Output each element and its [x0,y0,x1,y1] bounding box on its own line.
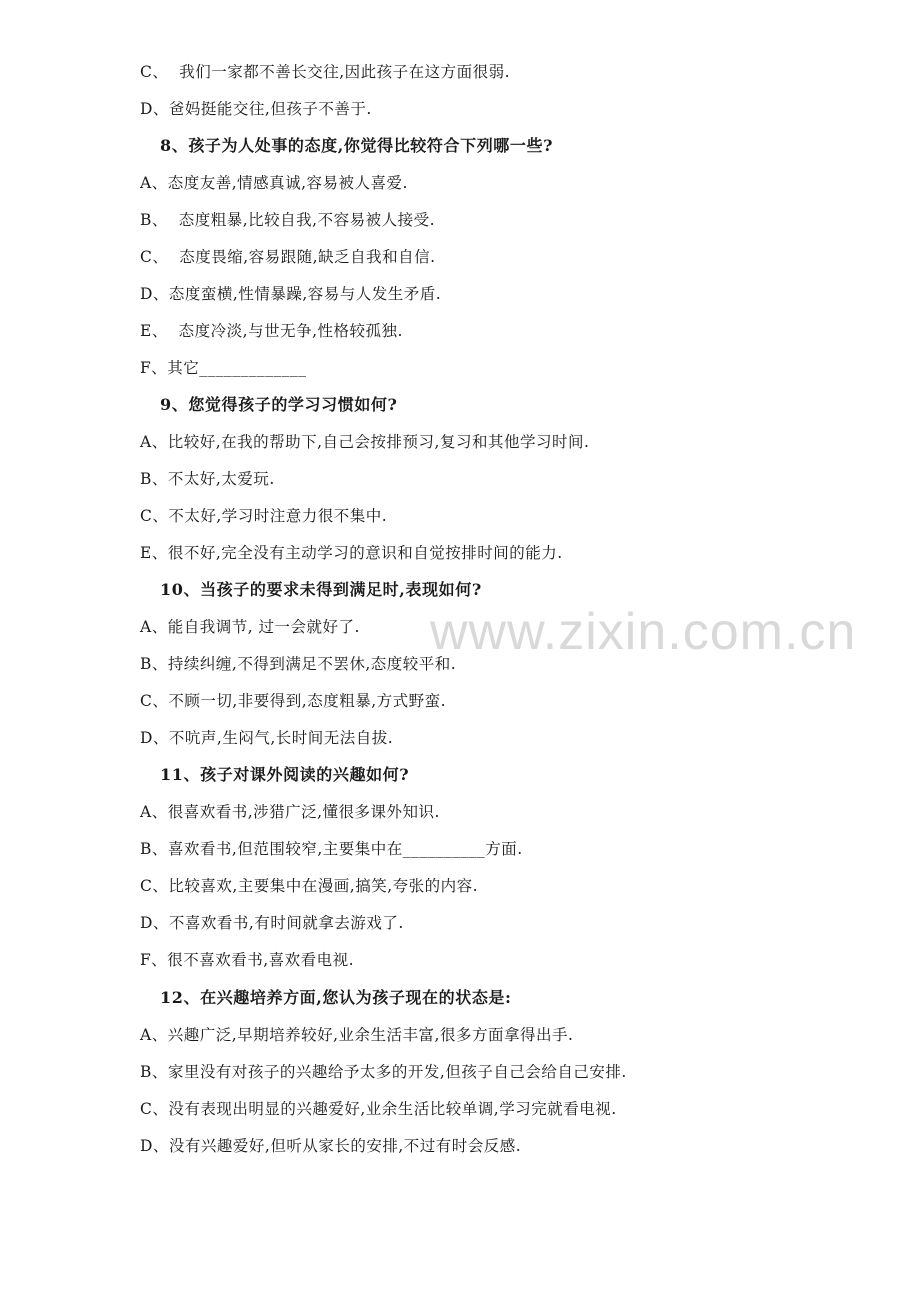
option-line: C、没有表现出明显的兴趣爱好,业余生活比较单调,学习完就看电视. [140,1100,617,1118]
option-line: A、能自我调节, 过一会就好了. [140,618,360,636]
option-line: E、很不好,完全没有主动学习的意识和自觉按排时间的能力. [140,544,563,562]
option-line: D、没有兴趣爱好,但听从家长的安排,不过有时会反感. [140,1137,522,1155]
option-line: C、 我们一家都不善长交往,因此孩子在这方面很弱. [140,63,511,81]
option-line: F、其它_____________ [140,359,307,377]
option-line: B、不太好,太爱玩. [140,470,275,488]
option-line: A、态度友善,情感真诚,容易被人喜爱. [140,174,408,192]
question-heading: 10、当孩子的要求未得到满足时,表现如何? [160,580,482,599]
option-line: B、家里没有对孩子的兴趣给予太多的开发,但孩子自己会给自己安排. [140,1063,627,1081]
option-line: C、不太好,学习时注意力很不集中. [140,507,388,525]
option-line: D、不喜欢看书,有时间就拿去游戏了. [140,914,404,932]
option-line: E、 态度冷淡,与世无争,性格较孤独. [140,322,403,340]
question-heading: 12、在兴趣培养方面,您认为孩子现在的状态是: [160,988,512,1007]
option-line: A、很喜欢看书,涉猎广泛,懂很多课外知识. [140,803,440,821]
option-line: D、不吭声,生闷气,长时间无法自拔. [140,729,394,747]
option-line: D、爸妈挺能交往,但孩子不善于. [140,100,372,118]
option-line: F、很不喜欢看书,喜欢看电视. [140,951,355,969]
question-heading: 8、孩子为人处事的态度,你觉得比较符合下列哪一些? [160,136,554,155]
question-heading: 9、您觉得孩子的学习习惯如何? [160,395,398,414]
option-line: B、持续纠缠,不得到满足不罢休,态度较平和. [140,655,457,673]
option-line: D、态度蛮横,性情暴躁,容易与人发生矛盾. [140,285,442,303]
option-line: B、 态度粗暴,比较自我,不容易被人接受. [140,211,436,229]
option-line: A、兴趣广泛,早期培养较好,业余生活丰富,很多方面拿得出手. [140,1026,574,1044]
option-line: C、比较喜欢,主要集中在漫画,搞笑,夸张的内容. [140,877,479,895]
watermark-text: www.zixin.com.cn [430,603,857,661]
option-line: C、不顾一切,非要得到,态度粗暴,方式野蛮. [140,692,447,710]
option-line: C、 态度畏缩,容易跟随,缺乏自我和自信. [140,248,436,266]
option-line: B、喜欢看书,但范围较窄,主要集中在__________方面. [140,840,523,858]
question-heading: 11、孩子对课外阅读的兴趣如何? [160,765,410,784]
option-line: A、比较好,在我的帮助下,自己会按排预习,复习和其他学习时间. [140,433,590,451]
